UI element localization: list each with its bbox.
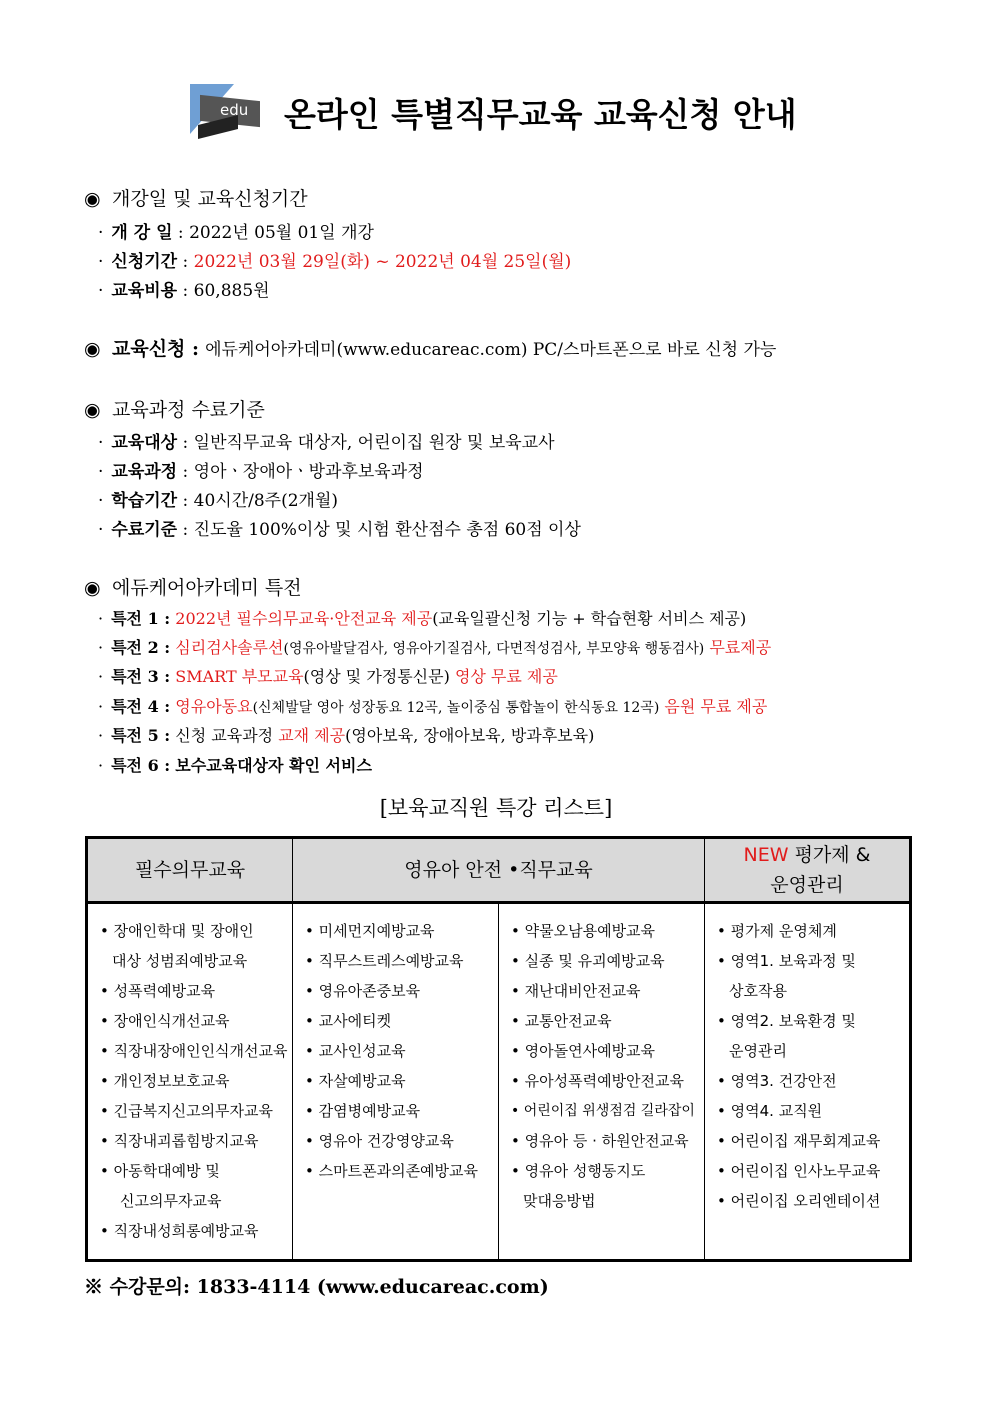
list-item: • 개인정보보호교육 bbox=[100, 1072, 230, 1090]
list-item: • 영유아 건강영양교육 bbox=[305, 1132, 454, 1150]
benefits-heading: ◉ 에듀케어아카데미 특전 bbox=[84, 577, 302, 599]
list-item: • 영유아존중보육 bbox=[305, 982, 421, 1000]
list-item: • 영역2. 보육환경 및 bbox=[717, 1012, 856, 1030]
target-bullet-icon: ◉ bbox=[84, 338, 101, 360]
cost-line: · 교육비용 : 60,885원 bbox=[98, 281, 270, 301]
list-item: • 유아성폭력예방안전교육 bbox=[511, 1072, 685, 1090]
lecture-table bbox=[85, 836, 912, 1262]
edu-logo: edu bbox=[190, 84, 270, 140]
list-item: • 교사인성교육 bbox=[305, 1042, 406, 1060]
list-item: • 영역1. 보육과정 및 bbox=[717, 952, 856, 970]
list-title: [보육교직원 특강 리스트] bbox=[379, 796, 613, 820]
column-mandatory bbox=[87, 903, 293, 1261]
list-item: 신고의무자교육 bbox=[120, 1192, 222, 1210]
benefit-3: · 특전 3 : SMART 부모교육(영상 및 가정통신문) 영상 무료 제공 bbox=[98, 667, 558, 686]
list-item: • 재난대비안전교육 bbox=[511, 982, 641, 1000]
list-item: • 교통안전교육 bbox=[511, 1012, 612, 1030]
benefit-1: · 특전 1 : 2022년 필수의무교육·안전교육 제공(교육일괄신청 기능 + 학습현황 서비스 제공) bbox=[98, 609, 747, 628]
page-title: 온라인 특별직무교육 교육신청 안내 bbox=[284, 94, 797, 134]
list-item: 운영관리 bbox=[729, 1042, 787, 1060]
list-item: • 성폭력예방교육 bbox=[100, 982, 216, 1000]
contact-footer: ※ 수강문의: 1833-4114 (www.educareac.com) bbox=[84, 1276, 549, 1298]
list-item: 맞대응방법 bbox=[523, 1192, 596, 1210]
list-item: • 직장내성희롱예방교육 bbox=[100, 1222, 259, 1240]
header-safety: 영유아 안전 •직무교육 bbox=[293, 838, 705, 903]
target-bullet-icon: ◉ bbox=[84, 399, 101, 421]
list-item: 대상 성범죄예방교육 bbox=[112, 952, 248, 970]
list-item: • 영유아 등 · 하원안전교육 bbox=[511, 1132, 689, 1150]
schedule-heading: ◉ 개강일 및 교육신청기간 bbox=[84, 188, 308, 210]
list-item: • 미세먼지예방교육 bbox=[305, 922, 435, 940]
list-item: • 실종 및 유괴예방교육 bbox=[511, 952, 665, 970]
list-item: • 영역4. 교직원 bbox=[717, 1102, 823, 1120]
list-item: • 장애인식개선교육 bbox=[100, 1012, 230, 1030]
target-bullet-icon: ◉ bbox=[84, 577, 101, 599]
criteria-row: · 교육대상 : 일반직무교육 대상자, 어린이집 원장 및 보육교사 bbox=[98, 433, 555, 453]
criteria-row: · 교육과정 : 영아ㆍ장애아ㆍ방과후보육과정 bbox=[98, 462, 424, 482]
list-item: • 어린이집 위생점검 길라잡이 bbox=[511, 1103, 695, 1119]
criteria-heading: ◉ 교육과정 수료기준 bbox=[84, 399, 265, 421]
list-item: • 아동학대예방 및 bbox=[100, 1162, 220, 1180]
benefit-2: · 특전 2 : 심리검사솔루션(영유아발달검사, 영유아기질검사, 다면적성검사, 부모양육 행동검사) 무료제공 bbox=[98, 638, 772, 657]
apply-text: 에듀케어아카데미(www.educareac.com) PC/스마트폰으로 바로 신청 가능 bbox=[205, 340, 777, 360]
column-safety-1 bbox=[293, 903, 499, 1261]
list-item: • 영아돌연사예방교육 bbox=[511, 1042, 656, 1060]
list-item: • 어린이집 재무회계교육 bbox=[717, 1132, 881, 1150]
apply-period-line: · 신청기간 : 2022년 03월 29일(화) ~ 2022년 04월 25일(월) bbox=[98, 252, 572, 272]
list-item: • 자살예방교육 bbox=[305, 1072, 406, 1090]
column-evaluation bbox=[705, 903, 911, 1261]
open-date-line: · 개 강 일 : 2022년 05월 01일 개강 bbox=[98, 223, 374, 243]
list-item: • 평가제 운영체계 bbox=[717, 922, 837, 940]
target-bullet-icon: ◉ bbox=[84, 188, 101, 210]
header-evaluation: NEW 평가제 & 운영관리 bbox=[705, 838, 911, 903]
list-item: • 장애인학대 및 장애인 bbox=[100, 922, 254, 940]
list-item: • 직장내장애인인식개선교육 bbox=[100, 1042, 288, 1060]
benefit-4: · 특전 4 : 영유아동요(신체발달 영아 성장동요 12곡, 놀이중심 통합놀이 한식동요 12곡) 음원 무료 제공 bbox=[98, 697, 768, 716]
benefit-5: · 특전 5 : 신청 교육과정 교재 제공(영아보육, 장애아보육, 방과후보육) bbox=[98, 726, 595, 745]
criteria-row: · 학습기간 : 40시간/8주(2개월) bbox=[98, 491, 339, 511]
list-item: • 영유아 성행동지도 bbox=[511, 1162, 646, 1180]
list-item: • 어린이집 인사노무교육 bbox=[717, 1162, 881, 1180]
list-item: • 약물오남용예방교육 bbox=[511, 922, 656, 940]
list-item: • 교사에티켓 bbox=[305, 1012, 392, 1030]
column-safety-2 bbox=[499, 903, 705, 1261]
apply-heading: ◉ 교육신청 : 에듀케어아카데미(www.educareac.com) PC/스마트폰으로 바로 신청 가능 bbox=[84, 338, 777, 360]
list-item: 상호작용 bbox=[729, 982, 787, 1000]
criteria-row: · 수료기준 : 진도율 100%이상 및 시험 환산점수 총점 60점 이상 bbox=[98, 520, 581, 540]
list-item: • 직무스트레스예방교육 bbox=[305, 952, 464, 970]
page-header bbox=[190, 84, 797, 140]
header-mandatory: 필수의무교육 bbox=[87, 838, 293, 903]
list-item: • 영역3. 건강안전 bbox=[717, 1072, 837, 1090]
list-item: • 긴급복지신고의무자교육 bbox=[100, 1102, 274, 1120]
list-item: • 직장내괴롭힘방지교육 bbox=[100, 1132, 259, 1150]
list-item: • 스마트폰과의존예방교육 bbox=[305, 1162, 479, 1180]
benefit-6: · 특전 6 : 보수교육대상자 확인 서비스 bbox=[98, 756, 372, 775]
list-item: • 감염병예방교육 bbox=[305, 1102, 421, 1120]
list-item: • 어린이집 오리엔테이션 bbox=[717, 1192, 881, 1210]
